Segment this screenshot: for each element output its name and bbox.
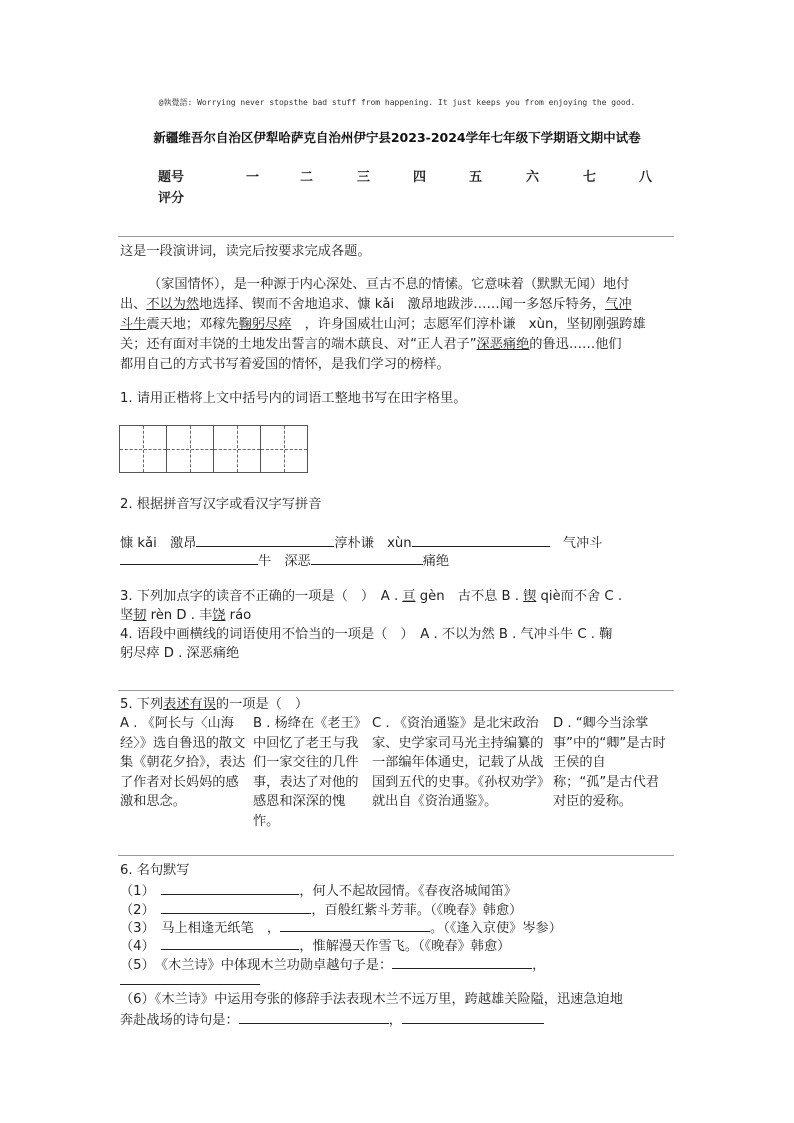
question-5: 5. 下列表述有误的一项是（ ） [120, 697, 309, 712]
answer-blank[interactable] [402, 1009, 544, 1024]
tianzige-cell[interactable] [119, 425, 167, 473]
score-col-5: 五 [469, 170, 483, 185]
passage-line: 斗牛震天地；邓稼先鞠躬尽瘁 ，许身国威壮山河；志愿军们淳朴谦 xùn，坚韧刚强跨雄 [120, 317, 646, 332]
tianzige-grid [120, 425, 308, 473]
passage-line: （家国情怀），是一种源于内心深处、亘古不息的情愫。它意味着（默默无闻）地付 [148, 277, 630, 292]
answer-blank[interactable] [161, 899, 311, 914]
question-3-line2: 坚韧 rèn D . 丰饶 ráo [120, 608, 252, 623]
exam-title: 新疆维吾尔自治区伊犁哈萨克自治州伊宁县2023-2024学年七年级下学期语文期中试卷 [153, 130, 641, 145]
answer-blank[interactable] [412, 532, 550, 547]
answer-blank[interactable] [120, 984, 260, 985]
score-table-label-questions: 题号 [158, 170, 185, 185]
question-2-line: 牛 深恶 痛绝 [120, 550, 449, 572]
option-b[interactable]: B . 杨绛在《老王》中回忆了老王与我们一家交往的几件事，表达了对他的感恩和深深的愧怍。 [253, 716, 361, 829]
answer-blank[interactable] [161, 880, 299, 895]
answer-blank[interactable] [311, 550, 423, 565]
tianzige-cell[interactable] [166, 425, 214, 473]
question-4-line2: 躬尽瘁 D . 深恶痛绝 [120, 646, 240, 661]
recite-item: （3） 马上相逢无纸笔 ， 。（《逢入京使》岑参） [120, 917, 562, 939]
answer-blank[interactable] [161, 935, 299, 950]
section-divider [118, 690, 674, 691]
tianzige-cell[interactable] [213, 425, 261, 473]
question-6: 6. 名句默写 [120, 863, 190, 878]
passage-line: 出、不以为然地选择、锲而不舍地追求、慷 kǎi 激昂地跋涉……闻一多怒斥特务，气冲 [120, 297, 632, 312]
recite-item: （6）《木兰诗》中运用夸张的修辞手法表现木兰不远万里，跨越雄关险隘，迅速急迫地 [120, 992, 623, 1007]
recite-item: 奔赴战场的诗句是： ， [120, 1009, 544, 1031]
score-col-2: 二 [300, 170, 314, 185]
score-col-4: 四 [413, 170, 427, 185]
question-4: 4. 语段中画横线的词语使用不恰当的一项是（ ） A . 不以为然 B . 气冲斗牛 C . 鞠 [120, 627, 613, 642]
recite-item: （5） 《木兰诗》中体现木兰功勋卓越句子是： ， [120, 954, 545, 976]
score-col-6: 六 [526, 170, 540, 185]
passage-line: 都用自己的方式书写着爱国的情怀，是我们学习的榜样。 [120, 357, 450, 372]
answer-blank[interactable] [196, 532, 334, 547]
option-c[interactable]: C . 《资治通鉴》是北宋政治家、史学家司马光主持编纂的一部编年体通史，记载了从战国到五代的史事。《孙权劝学》就出自《资治通鉴》。 [372, 716, 544, 809]
score-col-8: 八 [639, 170, 653, 185]
score-col-3: 三 [357, 170, 371, 185]
passage-intro: 这是一段演讲词，读完后按要求完成各题。 [120, 244, 371, 259]
recite-item: （4） ，惟解漫天作雪飞。（《晚春》韩愈） [120, 935, 510, 957]
option-a[interactable]: A . 《阿长与〈山海经〉》选自鲁迅的散文集《朝花夕拾》，表达了作者对长妈妈的感激和思念。 [120, 716, 246, 809]
answer-blank[interactable] [392, 954, 532, 969]
option-d[interactable]: D . “卿今当涂掌事”中的“卿”是古时王侯的自称；“孤”是古代君对臣的爱称。 [553, 716, 666, 809]
answer-blank[interactable] [239, 1009, 389, 1024]
question-2: 2. 根据拼音写汉字或看汉字写拼音 [120, 497, 322, 512]
score-col-1: 一 [246, 170, 260, 185]
recite-item: （2） ，百般红紫斗芳菲。（《晚春》韩愈） [120, 899, 522, 921]
answer-blank[interactable] [280, 917, 430, 932]
answer-blank[interactable] [120, 550, 258, 565]
score-col-7: 七 [583, 170, 597, 185]
recite-item: （1） ，何人不起故园情。《春夜洛城闻笛》 [120, 880, 517, 902]
question-2-line: 慷 kǎi 激昂 淳朴谦 xùn 气冲斗 [120, 532, 602, 554]
passage-line: 关；还有面对丰饶的土地发出誓言的端木蕻良、对“正人君子”深恶痛绝的鲁迅……他们 [120, 337, 622, 352]
tianzige-cell[interactable] [260, 425, 308, 473]
question-1: 1. 请用正楷将上文中括号内的词语工整地书写在田字格里。 [120, 391, 467, 406]
question-3: 3. 下列加点字的读音不正确的一项是（ ） A . 亘 gèn 古不息 B . 锲 qiè而不舍 C . [120, 589, 623, 604]
motto-line: @執覺語: Worrying never stopsthe bad stuff from happening. It just keeps you from enjoying the good. [158, 98, 636, 107]
section-divider [118, 236, 674, 237]
score-table-label-score: 评分 [158, 191, 185, 206]
section-divider [118, 855, 674, 856]
